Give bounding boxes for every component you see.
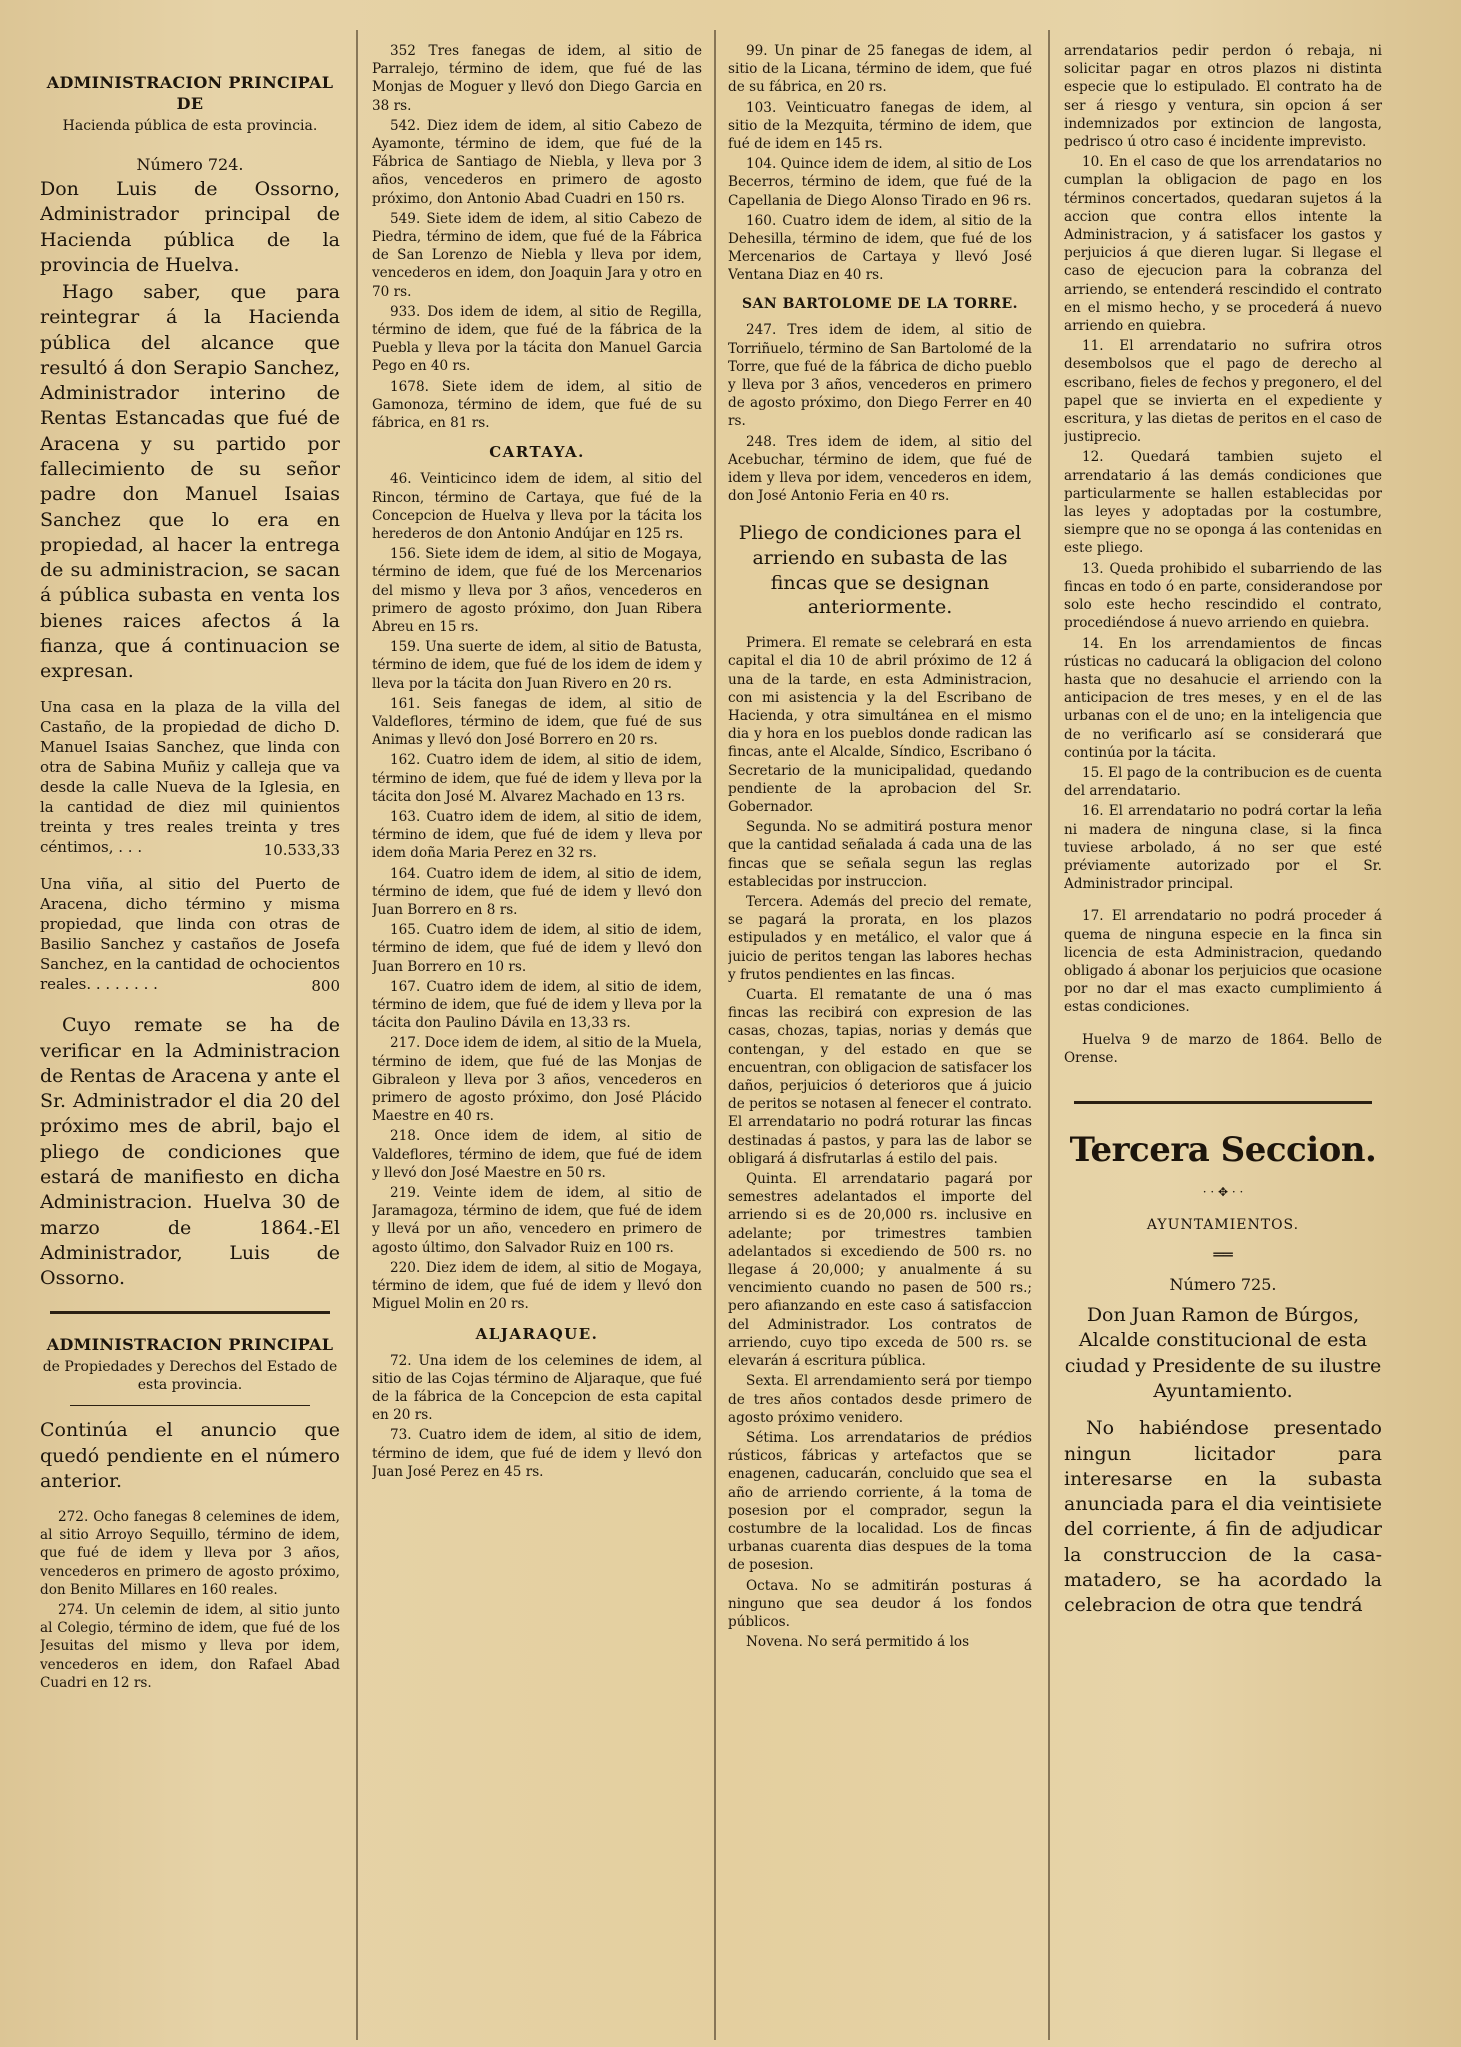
town-heading: CARTAYA. [489,443,585,462]
section-header: ADMINISTRACION PRINCIPAL [46,1335,334,1355]
notice-body: Hago saber, que para reintegrar á la Hacienda pública del alcance que resultó á don Serapio Sanchez, Administrador interino de Rentas Estancadas que fué de Aracena y su partido por fallecimiento de su señor padre don Manuel Isaias Sanchez que lo era en propiedad, al hacer la entrega de su administracion, se sacan á pública subasta en venta los bienes raices afectos á la fianza, que á continuacion se expresan. [40,281,340,683]
list-item: 219. Veinte idem de idem, al sitio de Jaramagoza, término de idem, que fué de idem y llevá por un año, vencedero en primero de agosto último, don Salvador Ruiz en 100 rs. [372,1185,702,1256]
column-2 [372,42,702,2037]
town-heading: SAN BARTOLOME DE LA TORRE. [741,295,1019,312]
list-item: 103. Veinticuatro fanegas de idem, al sitio de la Mezquita, término de idem, que fué de idem en 145 rs. [728,99,1032,153]
list-item: 247. Tres idem de idem, al sitio de Torriñuelo, término de San Bartolomé de la Torre, que fué de la fábrica de dicho pueblo y lleva por 3 años, vencederos en primero de agosto próximo, don Diego Ferrer en 40 rs. [728,322,1032,430]
condition-item: 17. El arrendatario no podrá proceder á quema de ninguna especie en la finca sin licencia de esta Administracion, quedando obligado á abonar los perjuicios que ocasione por no dar el mas exacto cumplimiento á estas condiciones. [1064,908,1382,1016]
list-item: 162. Cuatro idem de idem, al sitio de idem, término de idem, que fué de idem y lleva por la tácita don José M. Alvarez Machado en 13 rs. [372,752,702,805]
property-description: Una viña, al sitio del Puerto de Aracena, dicho término y misma propiedad, que linda con otras de Basilio Sanchez y castaños de Josefa Sanchez, en la cantidad de ochocientos reales. . . . . . . . [40,874,340,993]
property-description: Una casa en la plaza de la villa del Castaño, de la propiedad de dicho D. Manuel Isaias Sanchez, que linda con otra de Sabina Muñiz y calleja que va desde la calle Nueva de la Iglesia, en la cantidad de diez mil quinientos treinta y tres reales treinta y tres céntimos, . . . [40,698,340,856]
property-amount: 10.533,33 [263,840,340,859]
continuation-note: Continúa el anuncio que quedó pendiente en el número anterior. [40,1419,340,1492]
notice-remate: Cuyo remate se ha de verificar en la Administracion de Rentas de Aracena y ante el Sr. Administrador el dia 20 del próximo mes de abril, bajo el pliego de condiciones que estará de manifiesto en dicha Administracion. Huelva 30 de marzo de 1864.-El Administrador, Luis de Ossorno. [40,1014,340,1290]
section-subheader: Hacienda pública de esta provincia. [62,117,318,134]
list-item: 542. Diez idem de idem, al sitio Cabezo de Ayamonte, término de idem, que fué de la Fábrica de Santiago de Niebla, y lleva por 3 años, vencederos en primero de agosto próximo, don Antonio Abad Cuadri en 150 rs. [372,117,702,207]
condition-item: Octava. No se admitirán posturas á ninguno que sea deudor á los fondos públicos. [728,1577,1032,1630]
list-item: 274. Un celemin de idem, al sitio junto al Colegio, término de idem, que fué de los Jesuitas del mismo y lleva por idem, vencederos en idem, don Rafael Abad Cuadri en 12 rs. [40,1602,340,1691]
condition-item: 16. El arrendatario no podrá cortar la leña ni madera de ninguna clase, si la finca tuviese arbolado, á no ser que esté préviamente autorizado por el Sr. Administrador principal. [1064,803,1382,893]
list-item: 549. Siete idem de idem, al sitio Cabezo de Piedra, término de idem, que fué de la Fábrica de San Lorenzo de Niebla y lleva por idem, vencederos en idem, don Joaquin Jara y otro en 70 rs. [372,210,702,300]
list-item: 167. Cuatro idem de idem, al sitio de idem, término de idem, que fué de idem y lleva por la tácita don Paulino Dávila en 13,33 rs. [372,978,702,1032]
condition-item: Primera. El remate se celebrará en esta capital el dia 10 de abril próximo de 12 á una de la tarde, en esta Administracion, con mi asistencia y la del Escribano de Hacienda, y otra simultánea en el mismo dia y hora en los pueblos donde radican las fincas, ante el Alcalde, Síndico, Escribano ó Secretario de la municipalidad, quedando pendiente de la aprobacion del Sr. Gobernador. [728,635,1032,815]
column-divider [356,30,358,2040]
list-item: 164. Cuatro idem de idem, al sitio de idem, término de idem, que fué de idem y llevó don Juan Borrero en 8 rs. [372,865,702,919]
condition-item: Quinta. El arrendatario pagará por semestres adelantados el importe del arriendo si es de 20,000 rs. inclusive en adelante; por trimestres tambien adelantados si excediendo de 500 rs. no llegase á 20,000; y anualmente á su vencimiento cuando no pasen de 500 rs.; pero afianzando en este caso á satisfaccion del Administrador. Los contratos de arriendo, cuyo tipo exceda de 500 rs. se elevarán á escritura pública. [728,1171,1032,1370]
list-item: 72. Una idem de los celemines de idem, al sitio de las Cojas término de Aljaraque, que fué de la fábrica de la Concepcion de esta capital en 20 rs. [372,1352,702,1424]
list-item: 104. Quince idem de idem, al sitio de Los Becerros, término de idem, que fué de la Capellania de Diego Alonso Tirado en 96 rs. [728,156,1032,209]
column-divider [1048,30,1050,2040]
notice-number: Número 725. [1169,1274,1277,1294]
condition-item: Tercera. Además del precio del remate, se pagará la prorata, en los plazos estipulados y en metálico, el valor que á juicio de peritos tengan las labores hechas y frutos pendientes en las fincas. [728,894,1032,983]
list-item: 161. Seis fanegas de idem, al sitio de Valdeflores, término de idem, que fué de sus Animas y llevó don José Borrero en 20 rs. [372,695,702,749]
notice-lead: Don Luis de Ossorno, Administrador principal de Hacienda pública de la provincia de Huelva. [40,178,340,276]
condition-item: Segunda. No se admitirá postura menor que la cantidad señalada á cada una de las fincas que se señala segun las reglas establecidas por instruccion. [728,819,1032,890]
double-rule: ══ [1213,1245,1233,1265]
list-item: 159. Una suerte de idem, al sitio de Batusta, término de idem, que fué de los idem de idem y lleva por la tácita don Juan Rivero en 20 rs. [372,639,702,692]
list-item: 218. Once idem de idem, al sitio de Valdeflores, término de idem, que fué de idem y llevó don José Maestre en 50 rs. [372,1128,702,1181]
notice-lead: Don Juan Ramon de Búrgos, Alcalde constitucional de esta ciudad y Presidente de su ilustre Ayuntamiento. [1064,1304,1382,1403]
section-subheader: de Propiedades y Derechos del Estado de esta provincia. [42,1358,338,1394]
section-heading: AYUNTAMIENTOS. [1146,1216,1300,1233]
condition-item: arrendatarios pedir perdon ó rebaja, ni solicitar pagar en otros plazos ni distinta especie que lo estipulado. El contrato ha de ser á riesgo y ventura, sin opcion á ser indemnizados por extincion de langosta, pedrisco ú otro caso é incidente imprevisto. [1064,43,1382,151]
column-4 [1064,42,1382,2037]
condition-item: Cuarta. El rematante de una ó mas fincas las recibirá con expresion de las casas, chozas, tapias, norias y demás que contengan, y del estado en que se encuentran, con obligacion de satisfacer los daños, perjuicios ó deterioros que á juicio de peritos se notasen al fenecer el contrato. El arrendatario no podrá roturar las fincas destinadas á pastos, y para las de labor se obligará á disfrutarlas á estilo del pais. [728,987,1032,1167]
notice-body: No habiéndose presentado ningun licitador para interesarse en la subasta anunciada para el dia veintisiete del corriente, á fin de adjudicar la construccion de la casa-matadero, se ha acordado la celebracion de otra que tendrá [1064,1417,1382,1617]
signature-line: Huelva 9 de marzo de 1864. Bello de Orense. [1064,1031,1382,1066]
condition-item: Novena. No será permitido á los [746,1634,970,1651]
list-item: 99. Un pinar de 25 fanegas de idem, al sitio de la Licana, término de idem, que fué de su fábrica, en 20 rs. [728,43,1032,96]
column-divider [714,30,716,2040]
column-1 [40,42,340,2037]
condition-item: 13. Queda prohibido el subarriendo de las fincas en todo ó en parte, considerandose por solo este hecho rescindido el contrato, procediéndose á nuevo arriendo en quiebra. [1064,560,1382,632]
condition-item: Sexta. El arrendamiento será por tiempo de tres años contados desde primero de agosto próximo venidero. [728,1373,1032,1426]
condition-item: 11. El arrendatario no sufrira otros desembolsos que el pago de derecho al escribano, fieles de fechos y pregonero, el del papel que se invierta en el expediente y escritura, y las dietas de peritos en el caso de justiprecio. [1064,338,1382,446]
divider [1074,1101,1372,1104]
condition-item: 12. Quedará tambien sujeto el arrendatario á las demás condiciones que particularmente se hallen establecidas por las leyes y adoptadas por la costumbre, siempre que no se oponga á las contenidas en este pliego. [1064,449,1382,557]
ornament-icon: · · ✥ · · [1202,1184,1244,1199]
column-3 [728,42,1032,2037]
condition-item: 15. El pago de la contribucion es de cuenta del arrendatario. [1064,764,1382,800]
list-item: 220. Diez idem de idem, al sitio de Mogaya, término de idem, que fué de idem y llevó don Miguel Molin en 20 rs. [372,1259,702,1313]
list-item: 165. Cuatro idem de idem, al sitio de idem, término de idem, que fué de idem y llevó don Juan Borrero en 10 rs. [372,922,702,975]
list-item: 248. Tres idem de idem, al sitio del Acebuchar, término de idem, que fué de idem y lleva por idem, vencederos en idem, don José Antonio Feria en 40 rs. [728,433,1032,505]
list-item: 46. Veinticinco idem de idem, al sitio del Rincon, término de Cartaya, que fué de la Concepcion de Huelva y lleva por la tácita los herederos de don Antonio Andújar en 125 rs. [372,471,702,542]
property-item [40,698,340,860]
list-item: 73. Cuatro idem de idem, al sitio de idem, término de idem, que fué de idem y llevó don Juan José Perez en 45 rs. [372,1427,702,1480]
section-header: ADMINISTRACION PRINCIPAL DE [46,73,334,114]
condition-item: 10. En el caso de que los arrendatarios no cumplan la obligacion de pago en los términos concertados, quedaran sujetos á la accion que contra ellos intente la Administracion, y á satisfacer los gastos y perjuicios á que dieren lugar. Si llegase el caso de ejecucion para la cobranza del arriendo, se entenderá rescindido el contrato en el mismo hecho, y se procederá á nuevo arriendo en quiebra. [1064,154,1382,335]
list-item: 156. Siete idem de idem, al sitio de Mogaya, término de idem, que fué de los Mercenarios del mismo y lleva por 3 años, vencederos en primero de agosto próximo, don Juan Ribera Abreu en 15 rs. [372,546,702,635]
divider [50,1311,330,1314]
list-item: 160. Cuatro idem de idem, al sitio de la Dehesilla, término de idem, que fué de los Mercenarios de Cartaya y llevó José Ventana Diaz en 40 rs. [728,212,1032,284]
town-heading: ALJARAQUE. [475,1324,599,1343]
list-item: 163. Cuatro idem de idem, al sitio de idem, término de idem, que fué de idem y lleva por idem doña Maria Perez en 32 rs. [372,809,702,862]
list-item: 272. Ocho fanegas 8 celemines de idem, al sitio Arroyo Sequillo, término de idem, que fué de idem y lleva por 3 años, vencederos en primero de agosto próximo, don Benito Millares en 160 reales. [40,1509,340,1598]
condition-item: 14. En los arrendamientos de fincas rústicas no caducará la obligacion del colono hasta que no desahucie el arriendo con la anticipacion de tres meses, y en el de las urbanas con el de uno; en la inteligencia que de no verificarlo así se considerará que continúa por la tácita. [1064,635,1382,761]
property-amount: 800 [311,977,340,996]
list-item: 217. Doce idem de idem, al sitio de la Muela, término de idem, que fué de las Monjas de Gibraleon y lleva por 3 años, vencederos en primero de agosto próximo, don José Plácido Maestre en 40 rs. [372,1035,702,1125]
property-item [40,875,340,998]
list-item: 933. Dos idem de idem, al sitio de Regilla, término de idem, que fué de la fábrica de la Puebla y lleva por la tácita don Manuel Garcia Pego en 40 rs. [372,303,702,375]
conditions-title: Pliego de condiciones para el arriendo en subasta de las fincas que se designan anteriormente. [738,522,1022,619]
section-title: Tercera Seccion. [1069,1129,1377,1170]
list-item: 352 Tres fanegas de idem, al sitio de Parralejo, término de idem, que fué de las Monjas de Moguer y llevó don Diego Garcia en 38 rs. [372,43,702,114]
divider [70,1405,310,1406]
notice-number: Número 724. [136,154,244,174]
condition-item: Sétima. Los arrendatarios de prédios rústicos, fábricas y artefactos que se enagenen, caducarán, concluido que sea el año de arriendo corriente, á la toma de posesion por el comprador, segun la costumbre de la localidad. Los de fincas urbanas cuarenta dias despues de la toma de posesion. [728,1429,1032,1574]
list-item: 1678. Siete idem de idem, al sitio de Gamonoza, término de idem, que fué de su fábrica, en 81 rs. [372,378,702,432]
